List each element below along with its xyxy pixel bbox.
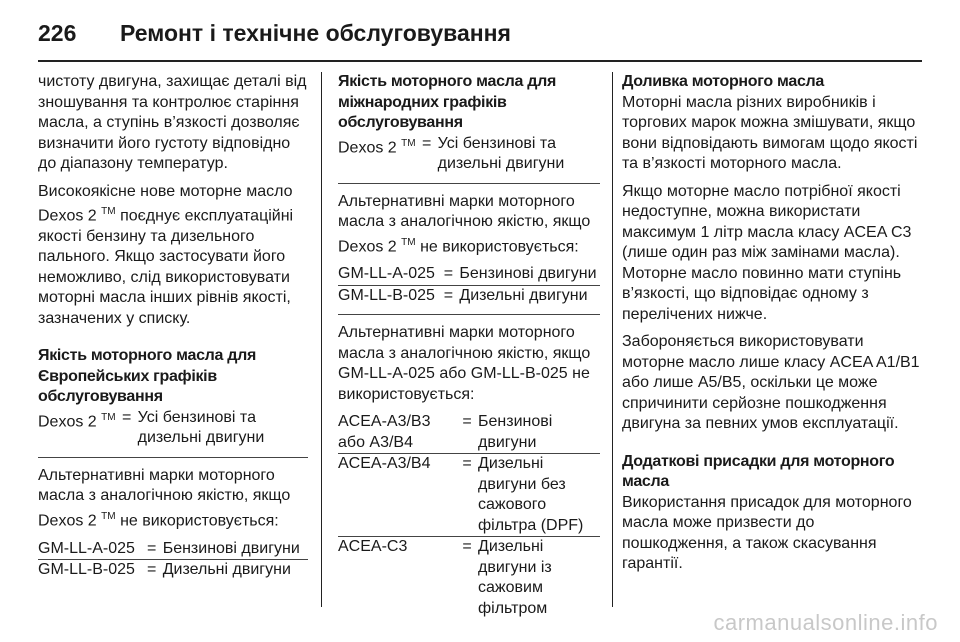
trademark-mark: TM xyxy=(101,206,116,217)
spec-table: Dexos 2 ™ = Усі бензинові та дизельні двигуни xyxy=(38,408,308,458)
header-rule xyxy=(38,60,922,62)
spec-value: Усі бензинові та дизельні двигуни xyxy=(138,408,308,458)
page-title: Ремонт і технічне обслуговування xyxy=(120,19,511,46)
spec-table: GM-LL-A-025 = Бензинові двигуни GM-LL-B-025 = Дизельні двигуни xyxy=(338,264,600,315)
column-divider xyxy=(321,72,322,607)
spec-key: GM-LL-B-025 xyxy=(38,561,135,579)
paragraph: Альтернативні марки моторного масла з аналогічною якістю, якщо GM-LL-A-025 або GM-LL-B-025 не використовується: xyxy=(338,324,591,403)
spec-table: GM-LL-A-025 = Бензинові двигуни GM-LL-B-025 = Дизельні двигуни xyxy=(38,539,308,581)
spec-value: Дизельні двигуни xyxy=(162,561,291,579)
section-heading: Якість моторного масла для Європейських графіків обслуговування xyxy=(38,347,257,406)
spec-table: Dexos 2 ™ = Усі бензинові та дизельні двигуни xyxy=(338,134,600,184)
column-right xyxy=(622,72,922,582)
page-header xyxy=(38,10,511,56)
section-heading: Додаткові присадки для моторного масла xyxy=(622,452,895,490)
section-heading: Якість моторного масла для міжнародних графіків обслуговування xyxy=(338,73,557,131)
spec-key: Dexos 2 ™ xyxy=(338,134,416,184)
paragraph: чистоту двигуна, захищає деталі від зношування та контролює старіння масла, а ступінь в’язкості дозволяє визначити його густоту відповідно до діапазону температур. xyxy=(38,73,307,172)
paragraph: Використання присадок для моторного масла може призвести до пошкодження, а також скасування гарантії. xyxy=(622,493,912,572)
paragraph: Якщо моторне масло потрібної якості недоступне, можна використати максимум 1 літр масла класу ACEA C3 (лише один раз між замінами масла). Моторне масло повинно мати ступінь в’язкості, що відповідає одному з перелічених нижче. xyxy=(622,182,912,323)
acea-table: ACEA-A3/B3 або A3/B4 = Бензинові двигуни ACEA-A3/B4 = Дизельні двигуни без сажового фільтра (DPF) ACEA-C3 = Дизельні двигуни із сажовим фільтром xyxy=(338,412,600,619)
watermark: carmanualsonline.info xyxy=(713,610,938,635)
spec-value: Дизельні двигуни без сажового фільтра (DPF) xyxy=(478,454,600,537)
spec-value: Усі бензинові та дизельні двигуни xyxy=(438,134,600,184)
column-middle xyxy=(338,72,600,619)
spec-value: Бензинові двигуни xyxy=(459,264,600,285)
paragraph: Альтернативні марки моторного масла з аналогічною якістю, якщо Dexos 2 ™ не використовується: xyxy=(338,192,591,255)
spec-value: Бензинові двигуни xyxy=(163,539,308,560)
spec-value: Дизельні двигуни із сажовим фільтром xyxy=(478,538,552,617)
spec-key: ACEA-A3/B3 або A3/B4 xyxy=(338,412,456,454)
paragraph: Моторні масла різних виробників і торгових марок можна змішувати, якщо вони відповідають вимогам щодо якості та в’язкості моторного масла. xyxy=(622,93,918,172)
section-heading: Доливка моторного масла xyxy=(622,73,825,90)
spec-key: GM-LL-A-025 xyxy=(338,264,437,285)
paragraph: Альтернативні марки моторного масла з аналогічною якістю, якщо Dexos 2 ™ не використовується: xyxy=(38,466,291,530)
spec-key: ACEA-A3/B4 xyxy=(338,454,456,537)
page-number: 226 xyxy=(38,19,77,46)
paragraph: Забороняється використовувати моторне масло лише класу ACEA A1/B1 або лише A5/B5, оскільки це може спричинити серйозне пошкодження двигуна за певних умов експлуатації. xyxy=(622,333,920,432)
spec-key: GM-LL-A-025 xyxy=(38,539,141,560)
spec-key: ACEA-C3 xyxy=(338,538,408,556)
column-left xyxy=(38,72,308,581)
spec-value: Бензинові двигуни xyxy=(478,412,600,454)
paragraph: Високоякісне нове моторне масло Dexos 2 ™ поєднує експлуатаційні якості бензину та дизельного пального. Якщо застосувати його неможливо, слід використовувати моторні масла інших рівнів якості, зазначених у списку. xyxy=(38,182,294,327)
spec-key: GM-LL-B-025 xyxy=(338,285,437,315)
column-divider xyxy=(612,72,613,607)
spec-value: Дизельні двигуни xyxy=(459,285,600,315)
spec-key: Dexos 2 ™ xyxy=(38,408,116,458)
